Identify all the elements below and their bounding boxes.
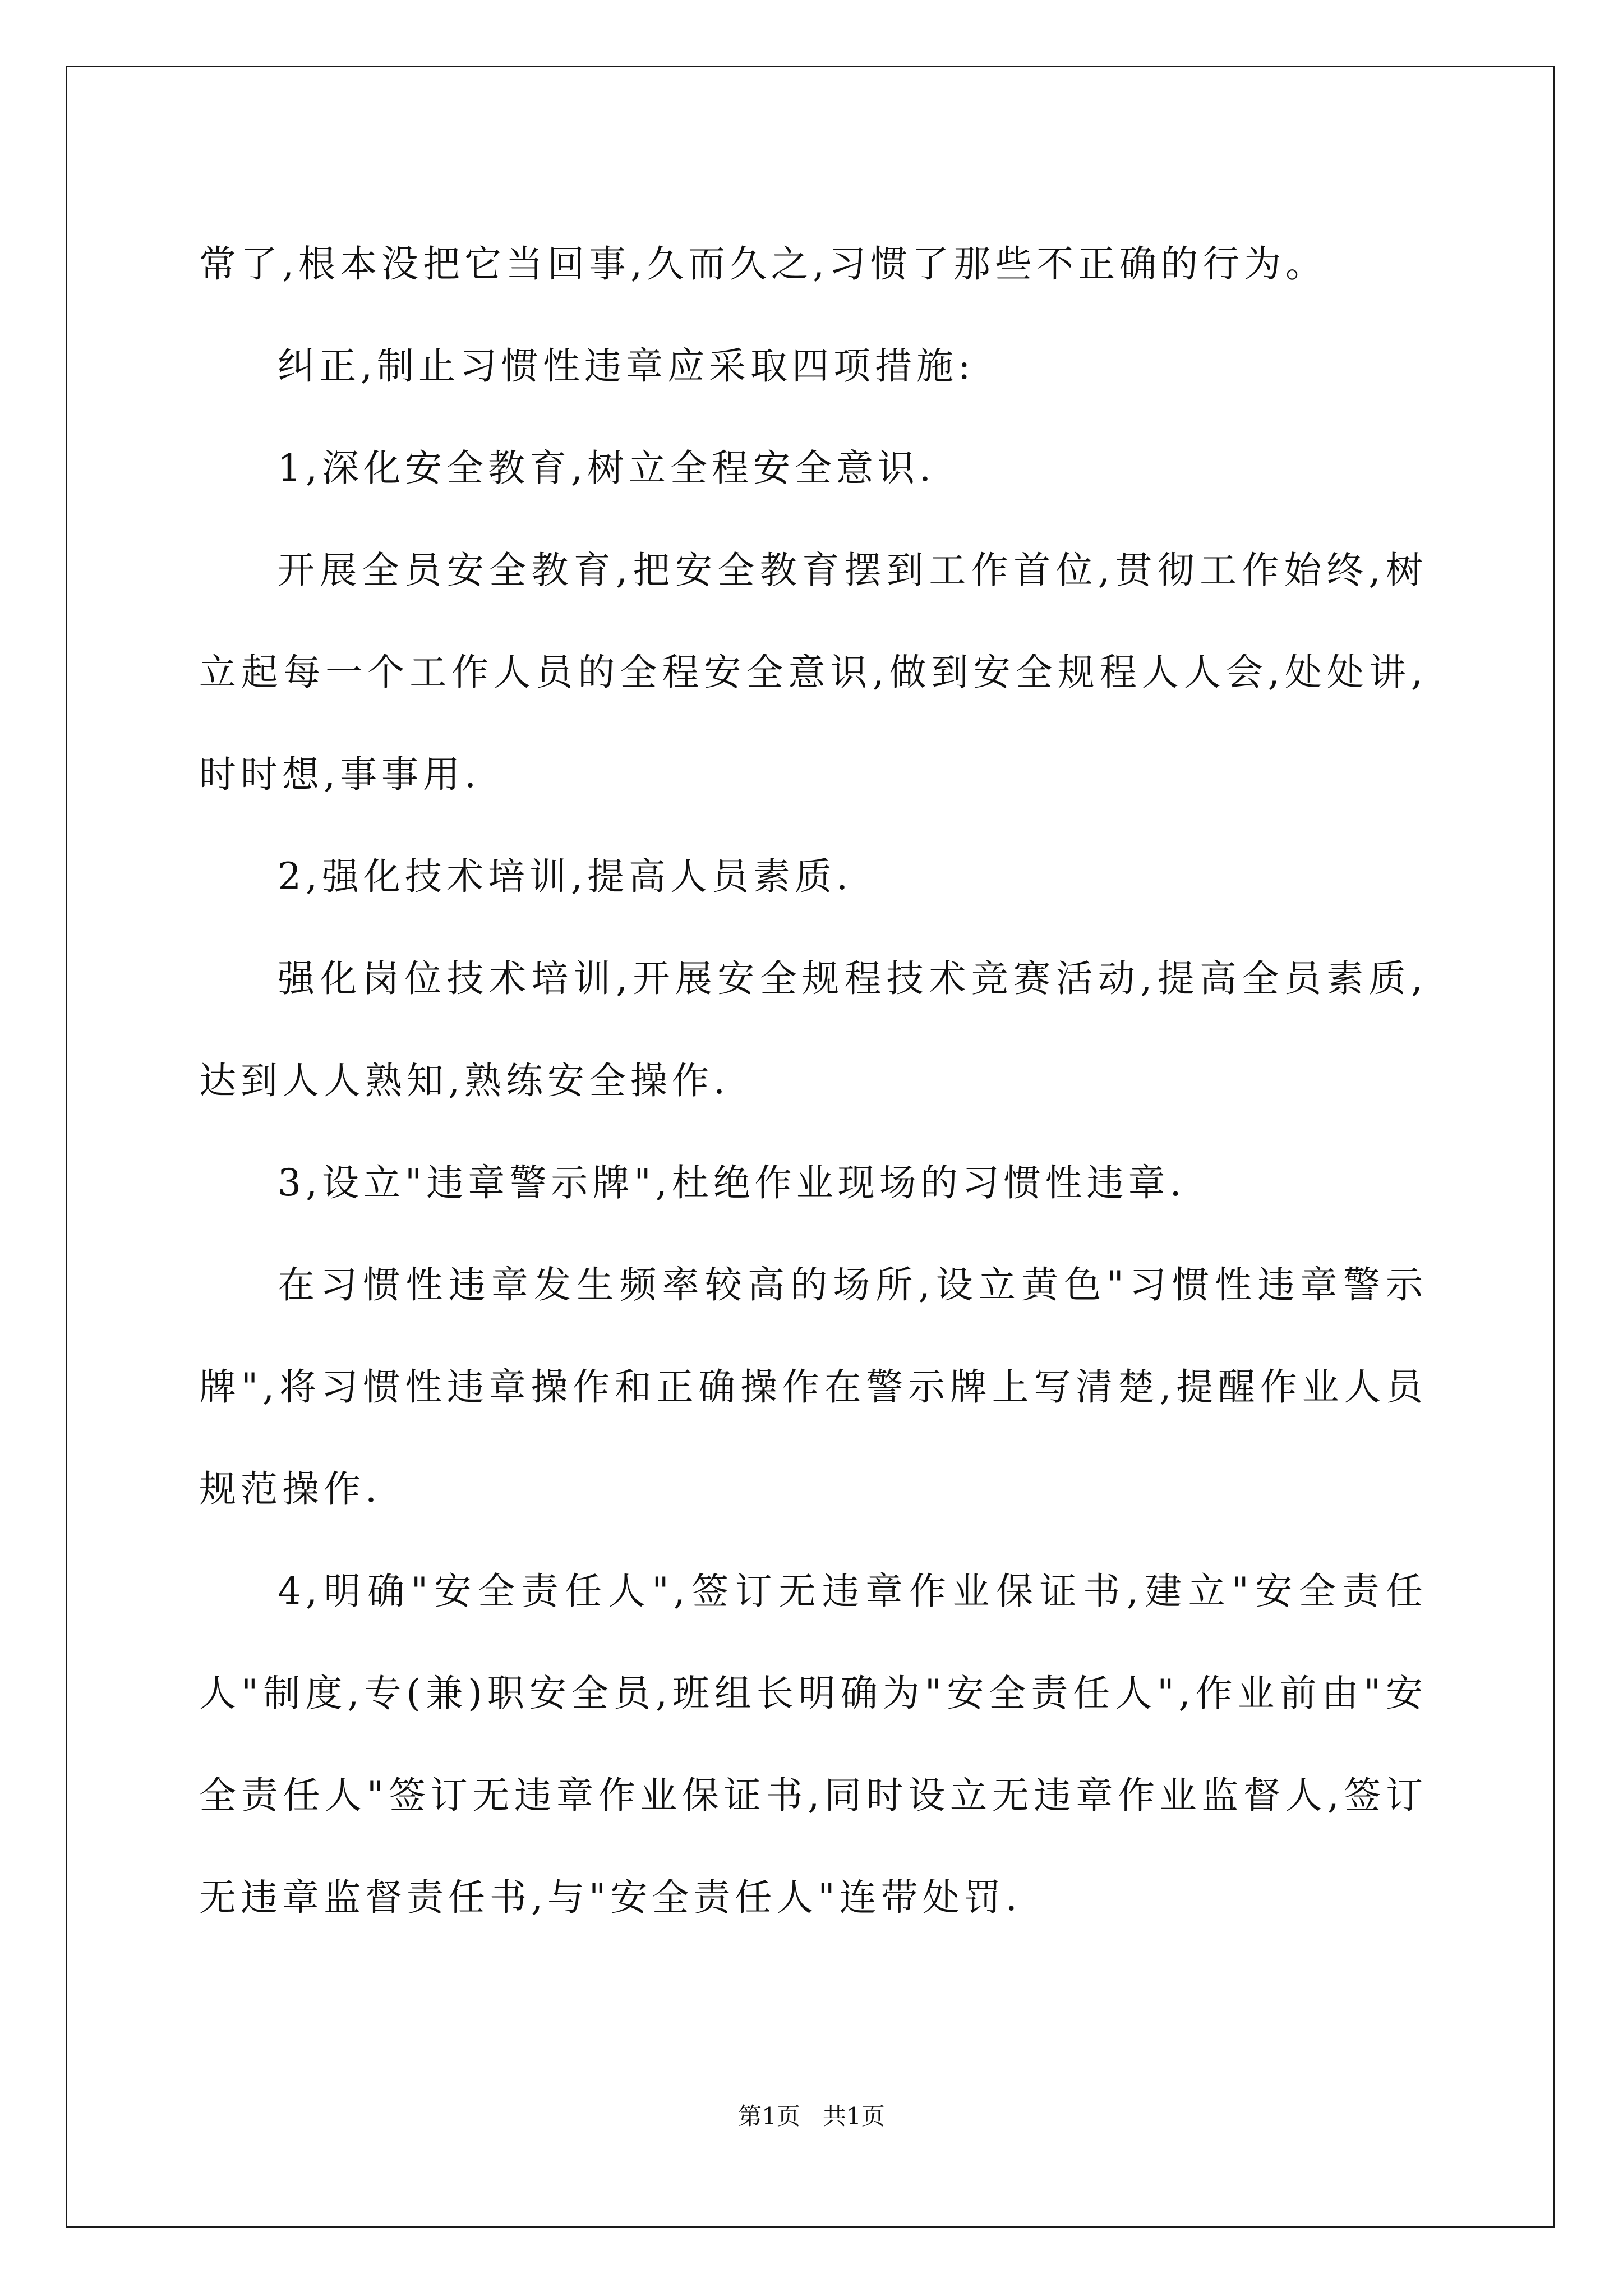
- page-total: 共1页: [823, 2102, 885, 2130]
- paragraph-measure-2-heading: 2,强化技术培训,提高人员素质.: [278, 855, 852, 898]
- paragraph-measure-2-body: 强化岗位技术培训,开展安全规程技术竞赛活动,提高全员素质,达到人人熟知,熟练安全操作.: [199, 957, 1427, 1102]
- paragraph-measure-3-body: 在习惯性违章发生频率较高的场所,设立黄色"习惯性违章警示牌",将习惯性违章操作和正确操作在警示牌上写清楚,提醒作业人员规范操作.: [199, 1263, 1427, 1511]
- paragraph-measure-4: 4,明确"安全责任人",签订无违章作业保证书,建立"安全责任人"制度,专(兼)职安全员,班组长明确为"安全责任人",作业前由"安全责任人"签订无违章作业保证书,同时设立无违章作业监督人,签订无违章监督责任书,与"安全责任人"连带处罚.: [199, 1570, 1427, 1919]
- document-body: [199, 213, 1427, 1949]
- page-footer: [0, 2098, 1623, 2132]
- page-number: 第1页: [738, 2102, 800, 2130]
- paragraph-measure-3-heading: 3,设立"违章警示牌",杜绝作业现场的习惯性违章.: [278, 1161, 1186, 1204]
- paragraph-measures-intro: 纠正,制止习惯性违章应采取四项措施:: [278, 344, 975, 388]
- paragraph-continuation: 常了,根本没把它当回事,久而久之,习惯了那些不正确的行为。: [199, 242, 1327, 286]
- paragraph-measure-1-body: 开展全员安全教育,把安全教育摆到工作首位,贯彻工作始终,树立起每一个工作人员的全程安全意识,做到安全规程人人会,处处讲,时时想,事事用.: [199, 549, 1427, 796]
- paragraph-measure-1-heading: 1,深化安全教育,树立全程安全意识.: [278, 447, 935, 490]
